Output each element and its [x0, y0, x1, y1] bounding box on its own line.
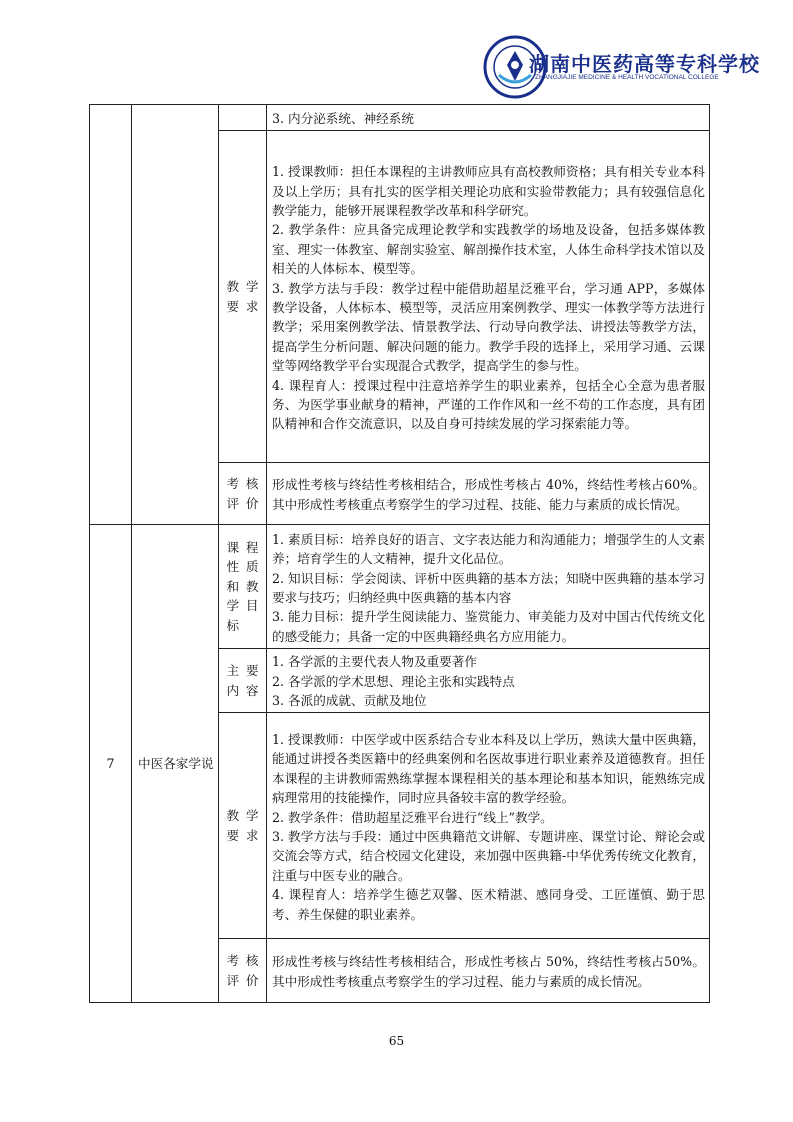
content-cell	[267, 525, 710, 649]
course-name: 中医各家学说	[132, 525, 219, 1003]
paragraph: 2. 教学条件：借助超星泛雅平台进行“线上”教学。	[272, 809, 553, 825]
paragraph: 3. 能力目标：提升学生阅读能力、鉴赏能力、审美能力及对中国古代传统文化的感受能力；具备一定的中医典籍经典名方应用能力。	[272, 609, 705, 644]
label-main-content: 主要内容	[219, 649, 267, 713]
seq-number: 7	[90, 525, 132, 1003]
content-cell	[267, 713, 710, 939]
school-name-en: ZHANGJIAJIE MEDICINE & HEALTH VOCATIONAL COLLEGE	[535, 74, 719, 81]
paragraph: 2. 知识目标：学会阅读、评析中医典籍的基本方法；知晓中医典籍的基本学习要求与技巧；归纳经典中医典籍的基本内容	[272, 570, 705, 605]
paragraph: 1. 授课教师：担任本课程的主讲教师应具有高校教师资格；具有相关专业本科及以上学历；具有扎实的医学相关理论功底和实验带教能力；具有较强信息化教学能力，能够开展课程教学改革和科学研究。	[272, 164, 705, 218]
content-cell	[267, 131, 710, 463]
page-header	[483, 30, 760, 110]
label-assessment: 考核评价	[219, 463, 267, 525]
paragraph: 1. 各学派的主要代表人物及重要著作	[272, 654, 477, 670]
paragraph: 3. 教学方法与手段：通过中医典籍范文讲解、专题讲座、课堂讨论、辩论会或交流会等方式，结合校园文化建设，来加强中医典籍-中华优秀传统文化教育，注重与中医专业的融合。	[272, 829, 705, 883]
label-teaching-requirements: 教学要求	[219, 713, 267, 939]
course-table	[89, 104, 710, 1003]
table-row	[90, 105, 710, 131]
paragraph: 形成性考核与终结性考核相结合，形成性考核占 40%，终结性考核占60%。其中形成性考核重点考察学生的学习过程、技能、能力与素质的成长情况。	[272, 477, 705, 512]
label-assessment: 考核评价	[219, 939, 267, 1003]
paragraph: 4. 课程育人：授课过程中注意培养学生的职业素养，包括全心全意为患者服务、为医学事业献身的精神，严谨的工作作风和一丝不苟的工作态度，具有团队精神和合作交流意识，以及自身可持续发展的学习探索能力等。	[272, 377, 705, 432]
paragraph: 形成性考核与终结性考核相结合，形成性考核占 50%，终结性考核占50%。其中形成性考核重点考察学生的学习过程、能力与素质的成长情况。	[272, 954, 705, 989]
paragraph: 2. 教学条件：应具备完成理论教学和实践教学的场地及设备，包括多媒体教室、理实一体教室、解剖实验室、解剖操作技术室，人体生命科学技术馆以及相关的人体标本、模型等。	[272, 222, 705, 277]
school-name: 湖南中医药高等专科学校	[529, 52, 760, 76]
content-cell	[267, 463, 710, 525]
content-cell	[267, 939, 710, 1003]
paragraph: 4. 课程育人：培养学生德艺双馨、医术精湛、感同身受、工匠谨慎、勤于思考、养生保健的职业素养。	[272, 887, 705, 922]
label-cell-empty	[219, 105, 267, 131]
content-cell	[267, 105, 710, 131]
paragraph: 1. 授课教师：中医学或中医系结合专业本科及以上学历，熟读大量中医典籍，能通过讲授各类医籍中的经典案例和名医故事进行职业素养及道德教育。担任本课程的主讲教师需熟练掌握本课程相关的基本理论和基本知识，能熟练完成病理常用的技能操作，同时应具备较丰富的教学经验。	[272, 731, 705, 806]
table-row	[90, 525, 710, 649]
content-text: 3. 内分泌系统、神经系统	[272, 111, 414, 127]
paragraph: 2. 各学派的学术思想、理论主张和实践特点	[272, 673, 515, 689]
paragraph: 3. 各派的成就、贡献及地位	[272, 693, 427, 709]
label-teaching-requirements: 教学要求	[219, 131, 267, 463]
content-cell	[267, 649, 710, 713]
page-number: 65	[388, 1034, 405, 1048]
seq-cell-empty	[90, 105, 132, 525]
label-objectives: 课程性质和教学目标	[219, 525, 267, 649]
paragraph: 1. 素质目标：培养良好的语言、文字表达能力和沟通能力；增强学生的人文素养；培育学生的人文精神，提升文化品位。	[272, 531, 705, 567]
course-name-cell-empty	[132, 105, 219, 525]
paragraph: 3. 教学方法与手段：教学过程中能借助超星泛雅平台，学习通 APP，多媒体教学设备，人体标本、模型等，灵活应用案例教学、理实一体教学等方法进行教学；采用案例教学法、情景教学法、行动导向教学法、讲授法等教学方法，提高学生分析问题、解决问题的能力。教学手段的选择上，采用学习通、云课堂等网络教学平台实现混合式教学，提高学生的参与性。	[272, 280, 705, 374]
